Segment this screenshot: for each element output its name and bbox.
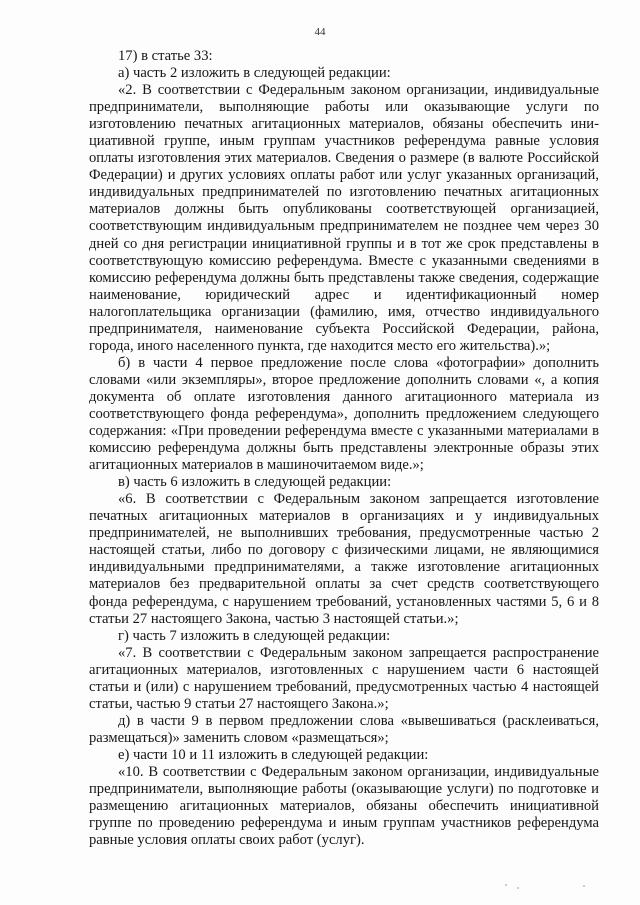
page-number: 44 <box>314 26 326 38</box>
scan-speck <box>583 885 585 887</box>
paragraph-item-d: д) в части 9 в первом предложении слова «вывешиваться (расклеиваться, размещаться)» заменить словом «размещаться»; <box>89 712 599 746</box>
paragraph-item-g: г) часть 7 изложить в следующей редакции: <box>118 627 391 644</box>
document-body <box>89 48 599 849</box>
scan-speck <box>517 887 519 889</box>
paragraph-item-e: е) части 10 и 11 изложить в следующей редакции: <box>118 746 429 763</box>
paragraph-item-v: в) часть 6 изложить в следующей редакции: <box>118 474 392 491</box>
scan-speck <box>505 884 507 886</box>
paragraph-part-7-text: «7. В соответствии с Федеральным законом запрещается распространение агитационных материалов, изготовленных с нарушением части 6 настоящей статьи и (или) с нарушением требований, предусмотренных частью 4 настоящей статьи, частью 9 статьи 27 настоящего Закона.»; <box>89 644 599 712</box>
paragraph-part-2-text: «2. В соответствии с Федеральным законом организации, индивидуальные предприниматели, выполняющие работы или оказывающие услуги по изготовлению печатных агитационных материалов, обязаны обеспечить инициативной группе, иным группам участников референдума равные условия оплаты изготовления этих материалов. Сведения о размере (в валюте Российской Федерации) и других условиях оплаты работ или услуг указанных организаций, индивидуальных предпринимателей по изготовлению печатных агитационных материалов должны быть опубликованы соответствующей организацией, соответствующим индивидуальным предпринимателем не позднее чем через 30 дней со дня регистрации инициативной группы и в тот же срок представлены в соответствующую комиссию референдума. Вместе с указанными сведениями в комиссию референдума должны быть представлены также сведения, содержащие наименование, юридический адрес и идентификационный номер налогоплательщика организации (фамилию, имя, отчество индивидуального предпринимателя, наименование субъекта Российской Федерации, района, города, иного населенного пункта, где находится место его жительства).»; <box>89 82 599 354</box>
paragraph-part-6-text: «6. В соответствии с Федеральным законом запрещается изготовление печатных агитационных материалов в организациях и у индивидуальных предпринимателей, не выполнивших требования, предусмотренные частью 2 настоящей статьи, либо по договору с физическими лицами, не являющимися индивидуальными предпринимателями, а также изготовление агитационных материалов без предварительной оплаты за счет средств соответствующего фонда референдума, с нарушением требований, установленных частями 5, 6 и 8 статьи 27 настоящего Закона, частью 3 настоящей статьи.»; <box>89 491 599 627</box>
paragraph-part-10-text: «10. В соответствии с Федеральным законом организации, индивидуальные предприниматели, выполняющие работы (оказывающие услуги) по подготовке и размещению агитационных материалов, обязаны обеспечить инициативной группе по проведению референдума и иным группам участников референдума равные условия оплаты своих работ (услуг). <box>89 763 599 849</box>
paragraph-item-a: а) часть 2 изложить в следующей редакции: <box>118 65 391 82</box>
paragraph-article-33-heading: 17) в статье 33: <box>118 48 213 64</box>
paragraph-item-b: б) в части 4 первое предложение после слова «фотографии» дополнить словами «или экземпляры», второе предложение дополнить словами «, а копия документа об оплате изготовления данного агитационного материала из соответствующего фонда референдума», дополнить предложением следующего содержания: «При проведении референдума вместе с указанными материалами в комиссию референдума должны быть представлены электронные образы этих агитационных материалов в машиночитаемом виде.»; <box>89 354 599 474</box>
